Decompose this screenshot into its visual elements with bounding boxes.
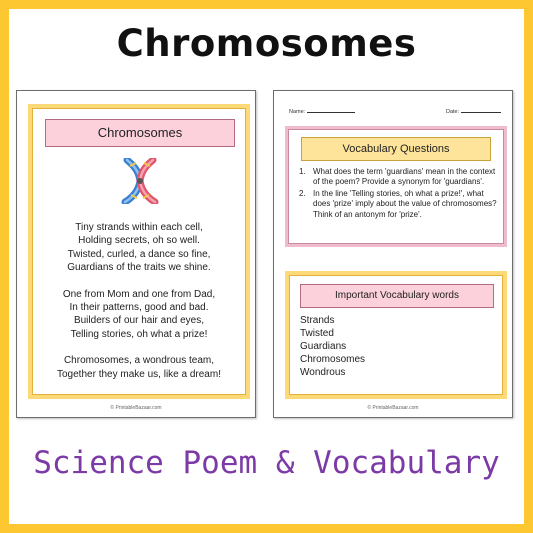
poem-line: Chromosomes, a wondrous team, [63,355,215,367]
poem-line: In their patterns, good and bad. [69,302,209,314]
poem-line: Twisted, curled, a dance so fine, [67,248,211,260]
questions-list [299,167,497,221]
questions-panel [288,129,504,244]
poem-line: Telling stories, oh what a prize! [70,328,208,340]
poem-line: Together they make us, like a dream! [57,368,221,380]
name-blank[interactable] [307,108,355,113]
stanza-1 [33,221,245,275]
vocabulary-page [273,90,513,418]
poem-border [28,104,250,399]
poem-panel [32,108,246,395]
main-title: Chromosomes [116,22,417,65]
stanza-3 [33,354,245,381]
vocab-panel [289,275,503,395]
vocab-word: Twisted [300,328,334,339]
date-field[interactable] [446,108,501,115]
poem-line: Builders of our hair and eyes, [73,315,205,327]
poem-line: Guardians of the traits we shine. [67,262,211,274]
date-blank[interactable] [461,108,501,113]
poem-text [33,221,245,394]
poem-page [16,90,256,418]
page-footer: © PrintableBazaar.com [367,405,419,411]
date-label: Date: [446,109,460,115]
vocab-title: Important Vocabulary words [300,284,494,308]
poem-line: Holding secrets, oh so well. [78,235,200,247]
question-text: What does the term 'guardians' mean in the context of the poem? Provide a synonym for 'guardians'. [313,167,496,187]
bottom-title: Science Poem & Vocabulary [33,445,500,481]
vocab-word: Guardians [300,341,347,352]
poem-line: Tiny strands within each cell, [75,222,203,233]
vocab-border [285,271,507,399]
vocab-word: Strands [300,315,335,326]
stanza-2 [33,288,245,342]
name-field[interactable] [289,108,355,115]
page-footer: © PrintableBazaar.com [110,405,162,411]
question-number: 1. [299,167,306,176]
poem-title: Chromosomes [45,119,235,147]
questions-border [285,126,507,247]
vocab-list [300,314,365,379]
poem-line: One from Mom and one from Dad, [62,288,216,300]
questions-title: Vocabulary Questions [301,137,491,161]
chromosome-icon [117,158,163,204]
name-label: Name: [289,109,306,115]
vocab-word: Wondrous [300,367,346,378]
question-number: 2. [299,188,306,198]
question-text: In the line 'Telling stories, oh what a prize!', what does 'prize' imply about the value of chromosomes? Think of an antonym for 'prize'. [313,188,497,219]
question-item [299,167,497,188]
question-item [299,189,497,220]
vocab-word: Chromosomes [300,354,366,365]
